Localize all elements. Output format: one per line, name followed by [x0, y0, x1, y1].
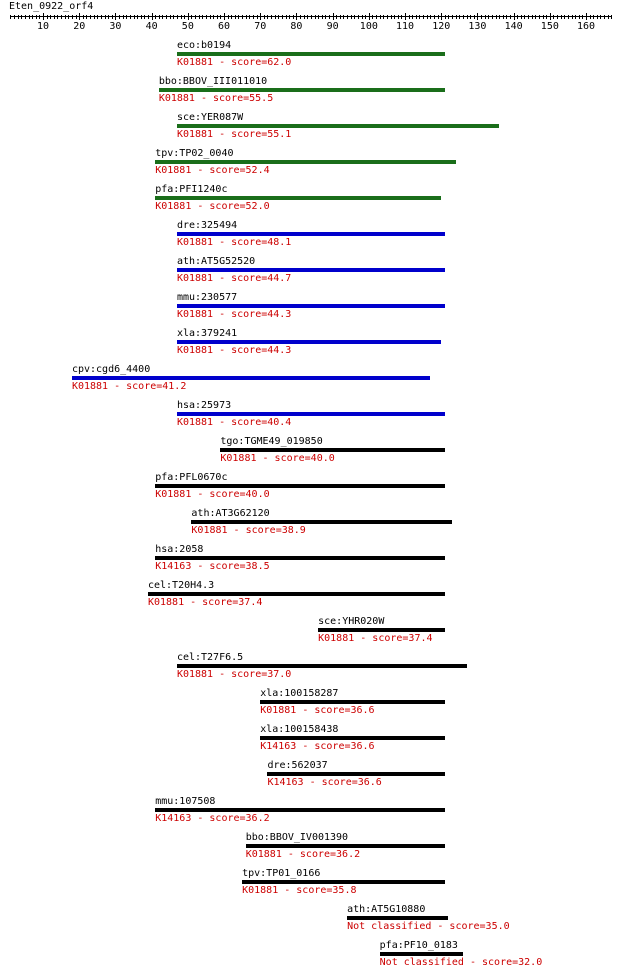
axis-tick	[253, 15, 254, 19]
hit-score: K14163 - score=36.6	[267, 777, 382, 788]
axis-tick	[401, 15, 402, 19]
axis-tick	[242, 15, 243, 19]
axis-tick	[340, 15, 341, 19]
hit-score: Not classified - score=32.0	[379, 957, 543, 968]
axis-tick-label: 160	[577, 21, 596, 32]
hit-score: K01881 - score=40.0	[220, 453, 335, 464]
axis-tick-label: 150	[540, 21, 559, 32]
axis-tick	[68, 15, 69, 19]
axis-tick	[311, 15, 312, 19]
hit-score: K14163 - score=36.6	[260, 741, 375, 752]
axis-tick	[550, 13, 551, 20]
axis-tick	[564, 15, 565, 19]
axis-tick	[123, 15, 124, 19]
axis-tick	[246, 15, 247, 19]
axis-tick-label: 10	[37, 21, 50, 32]
axis-tick	[286, 15, 287, 19]
axis-tick	[351, 15, 352, 19]
axis-tick	[412, 15, 413, 19]
axis-tick	[54, 15, 55, 19]
hit-name[interactable]: cel:T20H4.3	[147, 580, 215, 591]
axis-tick-label: 80	[290, 21, 303, 32]
hit-bar[interactable]	[246, 844, 445, 848]
hit-name[interactable]: pfa:PF10_0183	[379, 940, 458, 951]
axis-tick	[76, 15, 77, 19]
axis-tick	[260, 13, 261, 20]
axis-tick	[188, 13, 189, 20]
hit-bar[interactable]	[380, 952, 463, 956]
hit-score: K01881 - score=35.8	[242, 885, 357, 896]
axis-tick	[528, 15, 529, 19]
hit-name[interactable]: xla:379241	[176, 328, 238, 339]
axis-tick	[228, 15, 229, 19]
hit-bar[interactable]	[159, 88, 445, 92]
hit-name[interactable]: sce:YHR020W	[318, 616, 385, 627]
hit-name[interactable]: mmu:107508	[155, 796, 216, 807]
hit-name[interactable]: ath:AT3G62120	[191, 508, 270, 519]
axis-tick	[210, 15, 211, 19]
axis-tick	[459, 15, 460, 19]
axis-tick	[90, 15, 91, 19]
axis-tick-label: 90	[326, 21, 339, 32]
hit-bar[interactable]	[148, 592, 445, 596]
axis-tick	[463, 15, 464, 19]
hit-bar[interactable]	[177, 124, 499, 128]
axis-tick	[470, 15, 471, 19]
axis-tick	[79, 13, 80, 20]
axis-tick	[57, 15, 58, 19]
axis-tick	[543, 15, 544, 19]
axis-tick	[10, 15, 11, 19]
axis-tick	[503, 15, 504, 19]
axis-tick	[597, 15, 598, 19]
axis-tick	[191, 15, 192, 19]
hit-score: K01881 - score=40.0	[155, 489, 270, 500]
hit-score: K01881 - score=38.9	[191, 525, 306, 536]
axis-tick	[300, 15, 301, 19]
axis-tick	[586, 13, 587, 20]
axis-tick	[391, 15, 392, 19]
hit-score: K01881 - score=41.2	[71, 381, 187, 392]
axis-tick-label: 30	[109, 21, 122, 32]
hit-bar[interactable]	[155, 484, 445, 488]
axis-tick	[137, 15, 138, 19]
hit-score: K14163 - score=36.2	[155, 813, 270, 824]
axis-tick	[423, 15, 424, 19]
axis-tick	[83, 15, 84, 19]
axis-tick	[561, 15, 562, 19]
hit-bar[interactable]	[318, 628, 445, 632]
axis-tick	[249, 15, 250, 19]
axis-tick-label: 60	[218, 21, 231, 32]
axis-tick	[36, 15, 37, 19]
axis-tick	[275, 15, 276, 19]
axis-tick	[119, 15, 120, 19]
hit-score: K01881 - score=44.3	[176, 345, 292, 356]
hit-score: K01881 - score=37.4	[147, 597, 263, 608]
hit-score: K01881 - score=55.1	[176, 129, 292, 140]
hit-bar[interactable]	[267, 772, 444, 776]
axis-tick	[600, 15, 601, 19]
hit-name[interactable]: tpv:TP02_0040	[155, 148, 234, 159]
axis-tick	[29, 15, 30, 19]
axis-tick	[235, 15, 236, 19]
axis-tick	[557, 15, 558, 19]
hit-name[interactable]: pfa:PFI1240c	[155, 184, 228, 195]
axis-tick	[492, 15, 493, 19]
axis-tick	[217, 15, 218, 19]
hit-name[interactable]: bbo:BBOV_III011010	[158, 76, 268, 87]
axis-tick	[206, 15, 207, 19]
axis-tick	[572, 15, 573, 19]
axis-tick	[126, 15, 127, 19]
axis-tick	[485, 15, 486, 19]
hit-name[interactable]: mmu:230577	[176, 292, 238, 303]
axis-tick	[329, 15, 330, 19]
axis-tick	[293, 15, 294, 19]
axis-tick	[369, 13, 370, 20]
hit-score: Not classified - score=35.0	[347, 921, 510, 932]
hit-name[interactable]: sce:YER087W	[176, 112, 244, 123]
axis-tick	[134, 15, 135, 19]
axis-tick	[18, 15, 19, 19]
axis-tick-label: 120	[432, 21, 451, 32]
axis-tick-label: 130	[468, 21, 487, 32]
hit-name[interactable]: pfa:PFL0670c	[155, 472, 228, 483]
axis-tick	[510, 15, 511, 19]
axis-tick	[474, 15, 475, 19]
axis-tick	[372, 15, 373, 19]
axis-tick	[97, 15, 98, 19]
axis-tick	[568, 15, 569, 19]
hit-bar[interactable]	[177, 268, 445, 272]
axis-tick	[112, 15, 113, 19]
axis-tick	[448, 15, 449, 19]
axis-tick	[506, 15, 507, 19]
axis-tick	[354, 15, 355, 19]
axis-tick	[376, 15, 377, 19]
hit-bar[interactable]	[177, 52, 445, 56]
hit-bar[interactable]	[177, 232, 445, 236]
hit-score: K01881 - score=52.4	[155, 165, 270, 176]
axis-tick	[524, 15, 525, 19]
axis-tick	[333, 13, 334, 20]
axis-tick	[199, 15, 200, 19]
axis-tick	[358, 15, 359, 19]
axis-tick	[130, 15, 131, 19]
axis-tick	[343, 15, 344, 19]
axis-tick	[238, 15, 239, 19]
axis-tick	[394, 15, 395, 19]
axis-tick	[593, 15, 594, 19]
hit-score: K14163 - score=38.5	[155, 561, 270, 572]
hit-name[interactable]: hsa:25973	[176, 400, 232, 411]
axis-tick	[307, 15, 308, 19]
axis-tick	[213, 15, 214, 19]
axis-tick	[387, 15, 388, 19]
axis-tick	[325, 15, 326, 19]
axis-tick	[173, 15, 174, 19]
axis-tick	[14, 15, 15, 19]
axis-tick	[257, 15, 258, 19]
axis-tick	[362, 15, 363, 19]
hit-name[interactable]: xla:100158287	[260, 688, 339, 699]
axis-tick	[47, 15, 48, 19]
axis-tick	[65, 15, 66, 19]
axis-tick	[86, 15, 87, 19]
axis-tick-label: 50	[181, 21, 194, 32]
axis-tick	[231, 15, 232, 19]
axis-tick	[181, 15, 182, 19]
axis-tick	[271, 15, 272, 19]
axis-tick	[32, 15, 33, 19]
axis-tick	[582, 15, 583, 19]
axis-tick	[267, 15, 268, 19]
hit-score: K01881 - score=44.3	[176, 309, 292, 320]
hit-bar[interactable]	[155, 160, 455, 164]
axis-tick	[434, 15, 435, 19]
axis-tick	[144, 15, 145, 19]
hit-name[interactable]: hsa:2058	[155, 544, 204, 555]
hit-bar[interactable]	[191, 520, 452, 524]
hit-name[interactable]: eco:b0194	[176, 40, 232, 51]
hit-bar[interactable]	[177, 304, 445, 308]
hit-name[interactable]: cel:T27F6.5	[176, 652, 244, 663]
axis-tick	[467, 15, 468, 19]
axis-tick	[141, 15, 142, 19]
hit-name[interactable]: ath:AT5G52520	[176, 256, 256, 267]
axis-tick	[264, 15, 265, 19]
hit-name[interactable]: ath:AT5G10880	[347, 904, 426, 915]
axis-tick	[532, 15, 533, 19]
axis-tick	[517, 15, 518, 19]
hit-name[interactable]: cpv:cgd6_4400	[71, 364, 151, 375]
axis-tick	[322, 15, 323, 19]
hit-score: K01881 - score=52.0	[155, 201, 270, 212]
hit-name[interactable]: tgo:TGME49_019850	[220, 436, 323, 447]
hit-bar[interactable]	[220, 448, 444, 452]
axis-tick	[289, 15, 290, 19]
axis-tick	[590, 15, 591, 19]
axis-tick	[50, 15, 51, 19]
axis-tick	[416, 15, 417, 19]
axis-tick	[220, 15, 221, 19]
axis-tick	[195, 15, 196, 19]
hit-score: K01881 - score=36.2	[245, 849, 361, 860]
hit-bar[interactable]	[260, 700, 445, 704]
hit-bar[interactable]	[177, 664, 467, 668]
hit-bar[interactable]	[155, 808, 445, 812]
axis-tick	[427, 15, 428, 19]
axis-tick	[25, 15, 26, 19]
axis-tick	[477, 13, 478, 20]
hit-score: K01881 - score=37.0	[176, 669, 292, 680]
axis-tick-label: 100	[359, 21, 378, 32]
axis-tick	[611, 15, 612, 19]
axis-tick	[61, 15, 62, 19]
axis-tick	[553, 15, 554, 19]
axis-tick	[108, 15, 109, 19]
hit-score: K01881 - score=48.1	[176, 237, 292, 248]
axis-tick	[315, 15, 316, 19]
axis-tick	[282, 15, 283, 19]
axis-tick	[184, 15, 185, 19]
axis-tick	[496, 15, 497, 19]
axis-tick	[43, 13, 44, 20]
axis-tick-label: 40	[145, 21, 158, 32]
axis-tick-label: 20	[73, 21, 86, 32]
hit-name[interactable]: bbo:BBOV_IV001390	[245, 832, 349, 843]
axis-tick	[608, 15, 609, 19]
axis-tick	[148, 15, 149, 19]
axis-tick	[535, 15, 536, 19]
axis-tick	[438, 15, 439, 19]
axis-tick	[21, 15, 22, 19]
axis-tick	[430, 15, 431, 19]
axis-tick	[304, 15, 305, 19]
hit-bar[interactable]	[347, 916, 448, 920]
axis-tick	[579, 15, 580, 19]
axis-tick	[380, 15, 381, 19]
axis-tick	[39, 15, 40, 19]
axis-tick-label: 140	[504, 21, 523, 32]
hit-score: K01881 - score=62.0	[176, 57, 292, 68]
axis-tick	[521, 15, 522, 19]
axis-tick	[575, 15, 576, 19]
axis-tick	[347, 15, 348, 19]
axis-tick	[499, 15, 500, 19]
axis-tick	[159, 15, 160, 19]
axis-tick	[514, 13, 515, 20]
axis-tick	[278, 15, 279, 19]
axis-tick	[539, 15, 540, 19]
hit-bar[interactable]	[177, 412, 445, 416]
axis-tick	[445, 15, 446, 19]
axis-tick	[409, 15, 410, 19]
axis-tick	[365, 15, 366, 19]
axis-tick	[456, 15, 457, 19]
hit-bar[interactable]	[260, 736, 445, 740]
hit-score: K01881 - score=37.4	[318, 633, 433, 644]
axis-tick	[115, 13, 116, 20]
axis-tick	[155, 15, 156, 19]
axis-tick	[318, 15, 319, 19]
axis-tick-label: 110	[396, 21, 415, 32]
hit-bar[interactable]	[155, 556, 445, 560]
axis-tick	[481, 15, 482, 19]
hit-bar[interactable]	[72, 376, 430, 380]
hit-score: K01881 - score=40.4	[176, 417, 292, 428]
hit-name[interactable]: dre:325494	[176, 220, 238, 231]
hit-score: K01881 - score=55.5	[158, 93, 274, 104]
axis-tick	[162, 15, 163, 19]
axis-tick	[94, 15, 95, 19]
hit-bar[interactable]	[242, 880, 445, 884]
axis-tick	[383, 15, 384, 19]
axis-tick	[202, 15, 203, 19]
axis-tick	[72, 15, 73, 19]
axis-tick	[105, 15, 106, 19]
axis-tick	[152, 13, 153, 20]
axis-tick	[441, 13, 442, 20]
axis-tick	[166, 15, 167, 19]
axis-tick	[405, 13, 406, 20]
axis-tick	[398, 15, 399, 19]
axis-tick	[296, 13, 297, 20]
query-title: Eten_0922_orf4	[9, 1, 94, 12]
hit-name[interactable]: dre:562037	[267, 760, 328, 771]
hit-bar[interactable]	[177, 340, 441, 344]
hit-score: K01881 - score=36.6	[260, 705, 375, 716]
axis-tick	[419, 15, 420, 19]
axis-tick	[452, 15, 453, 19]
axis-tick	[488, 15, 489, 19]
hit-name[interactable]: tpv:TP01_0166	[242, 868, 321, 879]
hit-name[interactable]: xla:100158438	[260, 724, 339, 735]
hit-score: K01881 - score=44.7	[176, 273, 292, 284]
axis-tick	[224, 13, 225, 20]
axis-tick-label: 70	[254, 21, 267, 32]
axis-tick	[101, 15, 102, 19]
axis-tick	[336, 15, 337, 19]
hit-bar[interactable]	[155, 196, 441, 200]
axis-tick	[546, 15, 547, 19]
axis-tick	[170, 15, 171, 19]
axis-tick	[604, 15, 605, 19]
axis-tick	[177, 15, 178, 19]
